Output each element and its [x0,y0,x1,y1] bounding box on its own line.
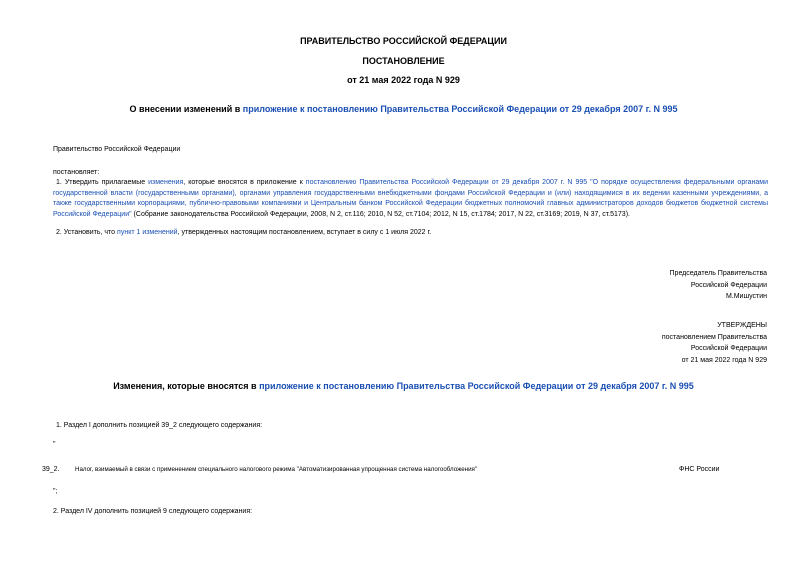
signature-position-1: Председатель Правительства [669,270,767,277]
decrees-word: постановляет: [53,169,100,176]
government-heading: ПРАВИТЕЛЬСТВО РОССИЙСКОЙ ФЕДЕРАЦИИ [300,36,507,46]
table-row-description: Налог, взимаемый в связи с применением специального налогового режима "Автоматизированная упрощенная система налогообложения" [75,466,478,473]
item-1-changes-link[interactable]: пункт 1 изменений [117,229,178,236]
document-title [0,104,807,114]
approval-line-1: УТВЕРЖДЕНЫ [717,322,767,329]
paragraph-1-text-c: (Собрание законодательства Российской Федерации, 2008, N 2, ст.116; 2010, N 52, ст.7104; 2012, N 15, ст.1784; 2017, N 22, ст.3169; 2019, N 37, ст.5173). [131,210,630,218]
issuer: Правительство Российской Федерации [53,146,181,153]
paragraph-2-text-a: 2. Установить, что [56,229,118,236]
title-link[interactable]: приложение к постановлению Правительства Российской Федерации от 29 декабря 2007 г. N 995 [242,104,678,114]
quote-close: "; [53,488,58,495]
changes-item-2: 2. Раздел IV дополнить позицией 9 следующего содержания: [53,508,253,515]
table-row-code: 39_2. [42,466,60,473]
document-type: ПОСТАНОВЛЕНИЕ [362,56,445,66]
decree-995-link[interactable]: постановлению Правительства Российской Федерации от 29 декабря 2007 г. N 995 "О порядке осуществления федеральными органами государственной власти (государственными органами), органами управления государственными внебюджетными фондами Российской Федерации и (или) находящимися в их ведении казенными учреждениями, а также государственными корпорациями, публично-правовыми компаниями и Центральным банком Российской Федерации бюджетных полномочий главных администраторов доходов бюджетов бюджетной системы Российской Федерации" [53,179,768,218]
signature-name: М.Мишустин [725,293,767,300]
signature-position-2: Российской Федерации [690,281,767,289]
document-date-number: от 21 мая 2022 года N 929 [347,75,460,85]
paragraph-2-text-b: , утвержденных настоящим постановлением, вступает в силу с 1 июля 2022 г. [177,229,432,236]
changes-title-link[interactable]: приложение к постановлению Правительства Российской Федерации от 29 декабря 2007 г. N 995 [259,381,694,391]
signature-block [670,268,767,303]
changes-link[interactable]: изменения [148,179,184,186]
paragraph-1 [53,178,768,220]
approval-line-2: постановлением Правительства [661,333,767,341]
quote-open: " [53,441,56,448]
paragraph-1-text-b: , которые вносятся в приложение к [183,179,306,186]
changes-title [0,381,807,391]
changes-title-prefix: Изменения, которые вносятся в [113,381,260,391]
approval-line-4: от 21 мая 2022 года N 929 [681,356,767,364]
paragraph-2 [53,228,768,239]
table-row-agency: ФНС России [679,466,720,473]
approval-line-3: Российской Федерации [690,345,767,352]
approval-block [662,320,767,366]
title-prefix: О внесении изменений в [129,104,243,114]
changes-item-1: 1. Раздел I дополнить позицией 39_2 следующего содержания: [56,422,263,429]
paragraph-1-text-a: 1. Утвердить прилагаемые [56,179,149,186]
